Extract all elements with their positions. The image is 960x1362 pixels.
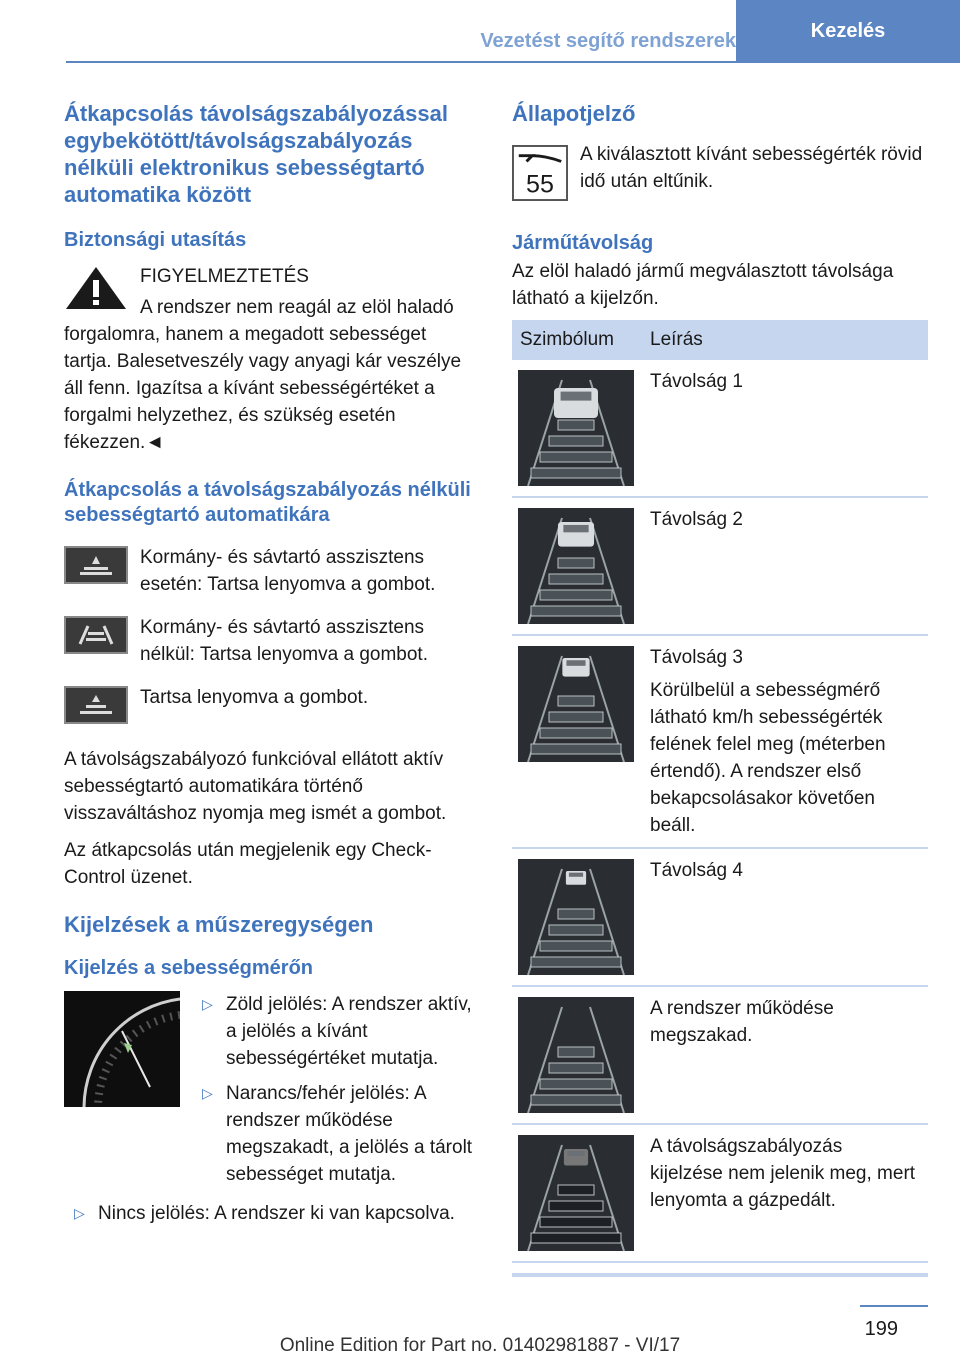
right-column xyxy=(512,100,928,1277)
description-cell xyxy=(642,848,928,986)
button-row xyxy=(64,614,476,668)
desired-speed-status-icon xyxy=(512,145,568,201)
distance-symbol-icon xyxy=(518,646,634,762)
symbol-cell xyxy=(512,986,642,1124)
status-section xyxy=(512,141,928,201)
header-chapter-tab: Kezelés xyxy=(736,0,960,62)
distance-title: Távolság 4 xyxy=(650,860,743,881)
bullet-triangle-icon: ▷ xyxy=(74,1205,85,1221)
page-header xyxy=(0,0,960,62)
distance-heading: Járműtávolság xyxy=(512,232,654,254)
distance-symbol-icon xyxy=(518,997,634,1113)
table-row xyxy=(512,360,928,497)
left-column xyxy=(64,100,476,1227)
speedo-heading: Kijelzés a sebességmérőn xyxy=(64,957,314,979)
check-control-paragraph: Az átkapcsolás után megjelenik egy Check-Control üzenet. xyxy=(64,840,432,888)
description-cell xyxy=(642,986,928,1124)
symbol-cell xyxy=(512,848,642,986)
main-title: Átkapcsolás távolságszabályozással egybekötött/távolságszabályozás nélküli elektronikus sebességtartó automatika között xyxy=(64,101,448,207)
page-number: 199 xyxy=(864,1318,898,1340)
footer-rule xyxy=(860,1305,928,1307)
description-cell xyxy=(642,635,928,848)
button-row-text: Kormány- és sávtartó asszisztens esetén: Tartsa lenyomva a gombot. xyxy=(140,547,436,595)
distance-description: Körülbelül a sebességmérő látható km/h sebességérték felének felel meg (méterben értendő). A rendszer első bekapcsolásakor követően beáll. xyxy=(650,680,886,836)
button-row-text: Kormány- és sávtartó asszisztens nélkül: Tartsa lenyomva a gombot. xyxy=(140,617,428,665)
status-heading: Állapotjelző xyxy=(512,101,636,126)
warning-body: A rendszer nem reagál az elöl haladó forgalomra, hanem a megadott sebességet tartja. Balesetveszély vagy anyagi kár veszélye áll fenn. Igazítsa a kívánt sebességértéket a forgalmi helyzethez, és szükség esetén fékezzen.◄ xyxy=(64,297,462,453)
header-rule xyxy=(66,61,960,63)
displays-heading: Kijelzések a műszeregységen xyxy=(64,912,374,937)
table-row xyxy=(512,848,928,986)
symbol-cell xyxy=(512,360,642,497)
table-row xyxy=(512,497,928,635)
list-item: ▷ Zöld jelölés: A rendszer aktív, a jelölés a kívánt sebességértéket mutatja. xyxy=(192,991,476,1072)
distance-symbol-icon xyxy=(518,508,634,624)
table-header-symbol: Szimbólum xyxy=(512,320,642,360)
button-row xyxy=(64,544,476,598)
off-bullet-list xyxy=(64,1200,476,1227)
button-row xyxy=(64,684,476,724)
warning-triangle-icon xyxy=(64,265,128,311)
distance-title: Távolság 1 xyxy=(650,371,743,392)
table-end-rule xyxy=(512,1273,928,1277)
distance-symbol-icon xyxy=(518,859,634,975)
table-row xyxy=(512,635,928,848)
distance-symbol-icon xyxy=(518,1135,634,1251)
list-item: ▷ Narancs/fehér jelölés: A rendszer működése megszakadt, a jelölés a tárolt sebességet mutatja. xyxy=(192,1080,476,1188)
description-cell xyxy=(642,497,928,635)
warning-block xyxy=(64,263,476,456)
symbol-cell xyxy=(512,497,642,635)
description-cell xyxy=(642,360,928,497)
distance-button-icon xyxy=(64,686,128,724)
distance-table-body xyxy=(512,360,928,1262)
table-row xyxy=(512,1124,928,1262)
speedo-section xyxy=(64,991,476,1196)
footer-edition: Online Edition for Part no. 01402981887 - VI/17 xyxy=(279,1335,681,1356)
table-header-row xyxy=(512,320,928,360)
distance-title: A távolságszabályozás kijelzése nem jelenik meg, mert lenyomta a gázpedált. xyxy=(650,1136,916,1211)
description-cell xyxy=(642,1124,928,1262)
distance-table xyxy=(512,320,928,1263)
table-row xyxy=(512,986,928,1124)
steering-assist-button-icon xyxy=(64,546,128,584)
bullet-triangle-icon: ▷ xyxy=(202,1085,213,1101)
distance-title: Távolság 2 xyxy=(650,509,743,530)
distance-intro: Az elöl haladó jármű megválasztott távolsága látható a kijelzőn. xyxy=(512,261,894,309)
status-text: A kiválasztott kívánt sebességérték rövid idő után eltűnik. xyxy=(580,144,923,192)
list-item: ▷ Nincs jelölés: A rendszer ki van kapcsolva. xyxy=(64,1200,476,1227)
symbol-cell xyxy=(512,1124,642,1262)
warning-title: FIGYELMEZTETÉS xyxy=(140,266,309,287)
lane-assist-button-icon xyxy=(64,616,128,654)
speedometer-marker-image xyxy=(64,991,180,1107)
switch-heading: Átkapcsolás a távolságszabályozás nélküli sebességtartó automatikára xyxy=(64,479,471,526)
return-paragraph: A távolságszabályozó funkcióval ellátott aktív sebességtartó automatikára történő visszaváltáshoz nyomja meg ismét a gombot. xyxy=(64,749,447,824)
distance-symbol-icon xyxy=(518,370,634,486)
button-row-text: Tartsa lenyomva a gombot. xyxy=(140,687,369,708)
bullet-triangle-icon: ▷ xyxy=(202,996,213,1012)
marker-bullet-list xyxy=(192,991,476,1196)
status-speed-number: 55 xyxy=(526,170,554,199)
table-header-description: Leírás xyxy=(642,320,928,360)
header-section-title: Vezetést segítő rendszerek xyxy=(480,30,736,52)
safety-heading: Biztonsági utasítás xyxy=(64,229,247,251)
symbol-cell xyxy=(512,635,642,848)
distance-title: A rendszer működése megszakad. xyxy=(650,998,834,1046)
distance-title: Távolság 3 xyxy=(650,647,743,668)
